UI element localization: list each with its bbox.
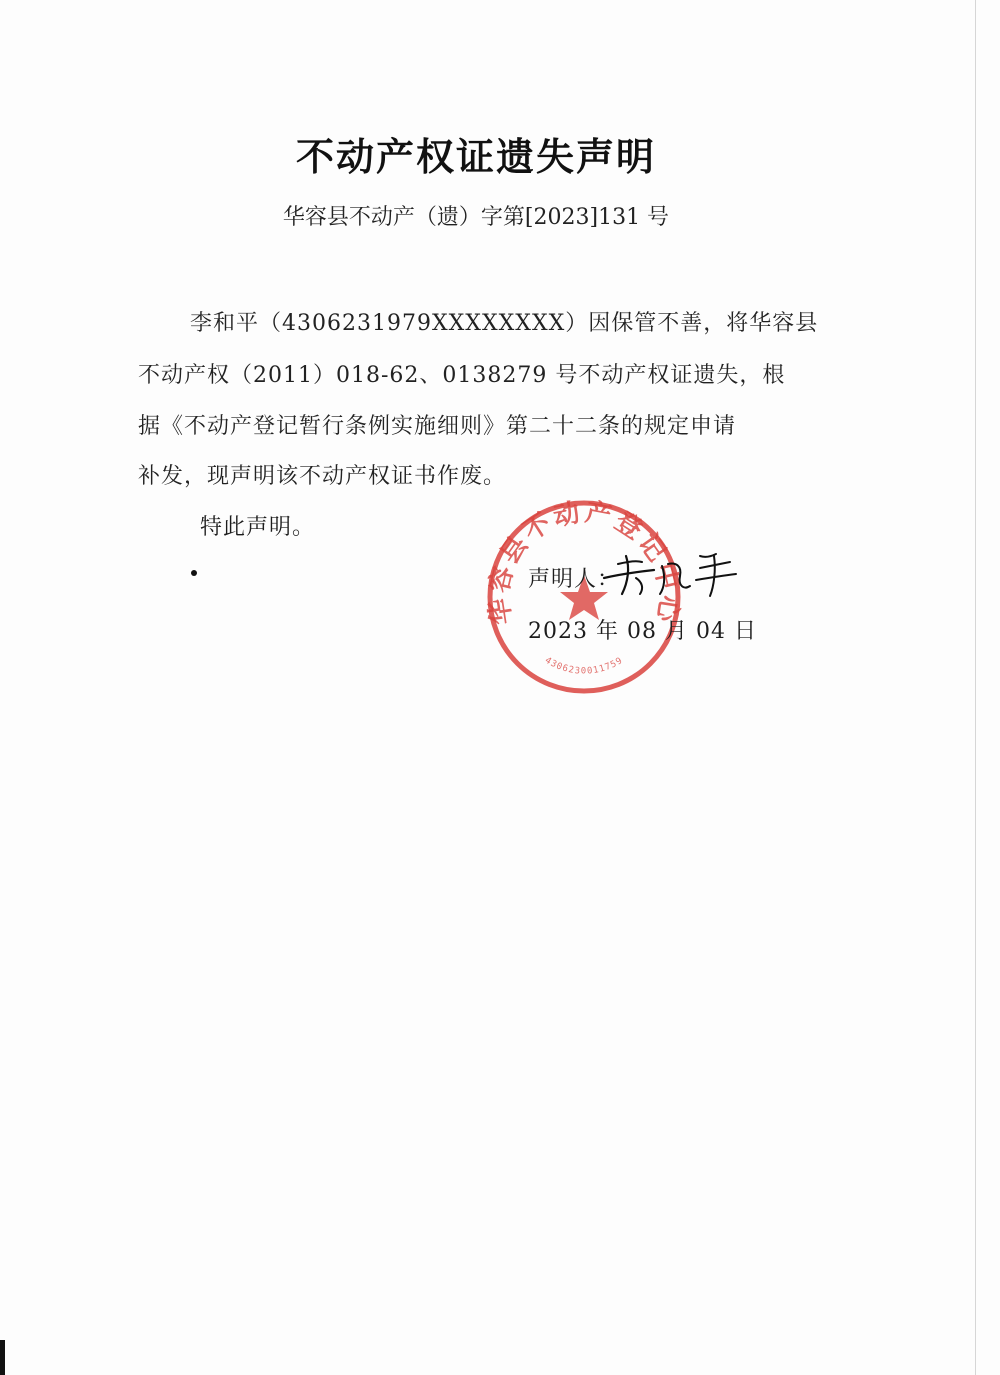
body-line-2: 不动产权（2011）018-62、0138279 号不动产权证遗失，根	[138, 363, 786, 388]
seal-text: 华容县不动产登记中心	[484, 497, 684, 627]
scan-edge-line	[975, 0, 976, 1375]
handwritten-signature	[596, 548, 746, 598]
ink-dot	[191, 570, 197, 576]
body-line-1: 李和平（4306231979XXXXXXXX）因保管不善，将华容县	[190, 311, 819, 336]
document-number: 华容县不动产（遗）字第[2023]131 号	[282, 205, 670, 230]
svg-text:4306230011759	[543, 656, 625, 677]
seal-number: 4306230011759	[542, 655, 626, 677]
declarant-label: 声明人：	[528, 567, 621, 592]
closing-statement: 特此声明。	[200, 515, 316, 540]
declaration-date: 2023 年 08 月 04 日	[528, 619, 757, 644]
body-line-4: 补发，现声明该不动产权证书作废。	[138, 464, 507, 489]
body-line-3: 据《不动产登记暂行条例实施细则》第二十二条的规定申请	[138, 414, 737, 439]
document-title: 不动产权证遗失声明	[295, 135, 656, 179]
scan-edge-mark	[0, 1340, 5, 1375]
